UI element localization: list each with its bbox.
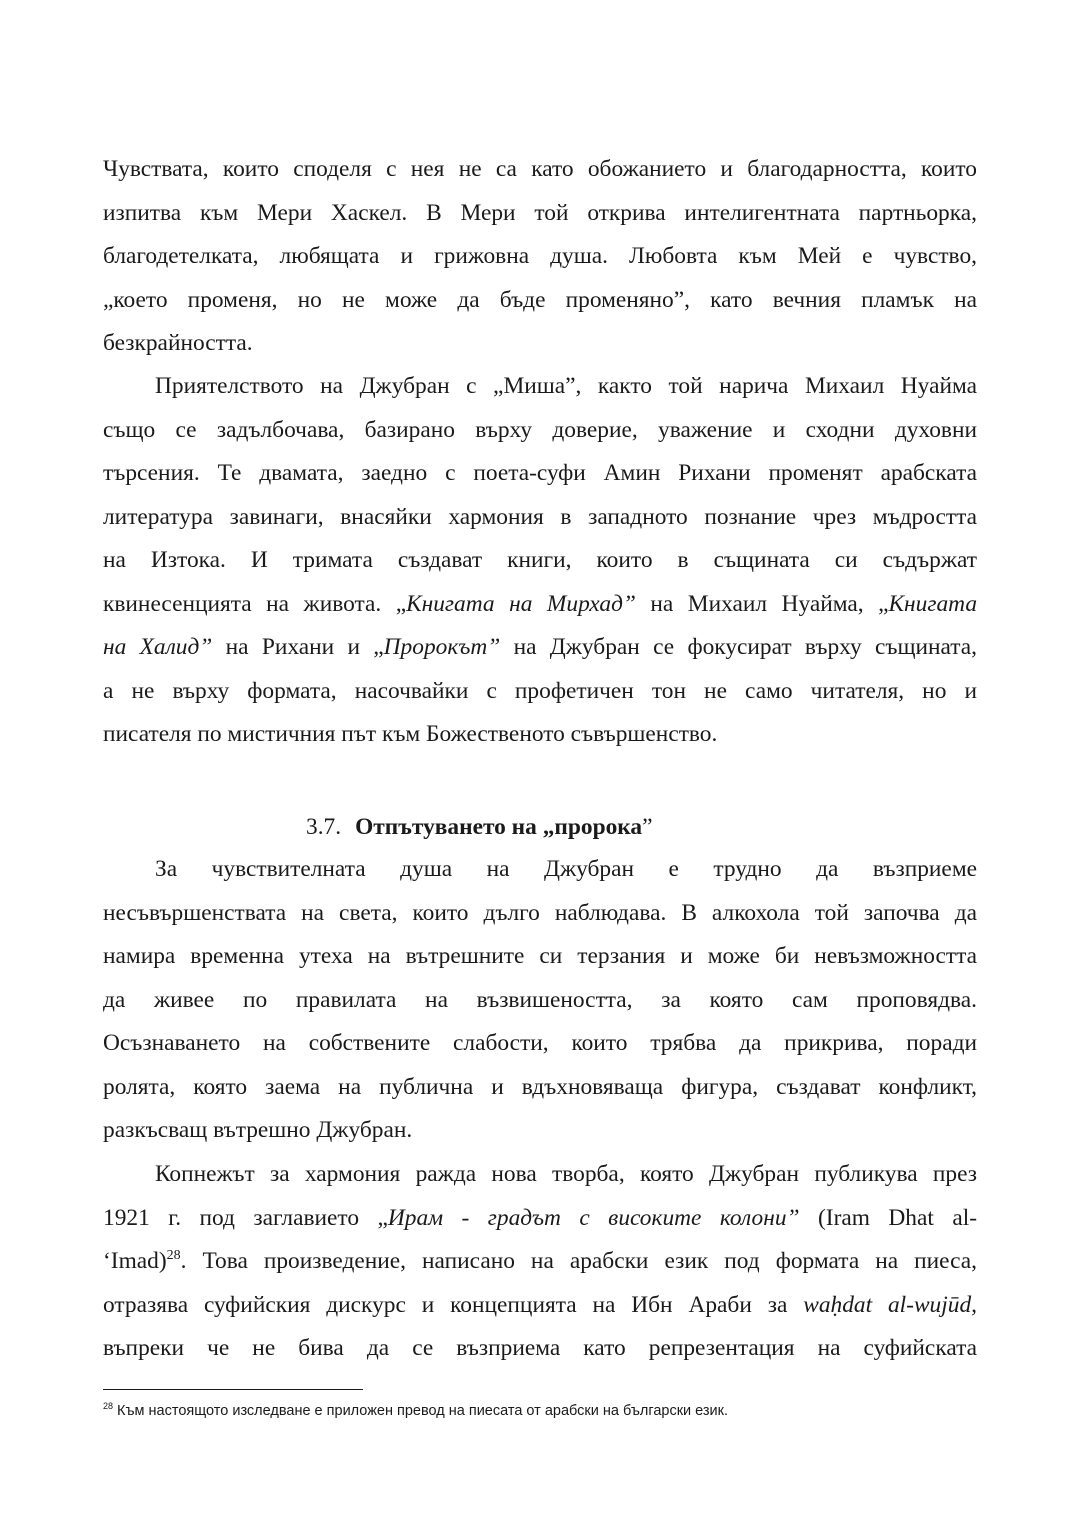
text-line: а не върху формата, насочвайки с профетичен тон не само читателя, но и — [103, 677, 977, 704]
text-line: също се задълбочава, базирано върху доверие, уважение и сходни духовни — [103, 416, 977, 443]
text-line: „което променя, но не може да бъде променяно”, като вечния пламък на — [103, 286, 977, 313]
text-line: търсения. Те двамата, заедно с поета-суфи Амин Рихани променят арабската — [103, 460, 977, 486]
text-run: ‘Imad) — [103, 1248, 167, 1274]
text-line: да живее по правилата на възвишеността, за която сам проповядва. — [103, 986, 977, 1013]
text-line: За чувствителната душа на Джубран е трудно да възприеме — [155, 856, 977, 882]
footnote-separator — [103, 1389, 363, 1390]
play-title: Ирам - градът с високите колони” — [387, 1204, 800, 1231]
text-line: на Изтока. И тримата създават книги, които в същината си съдържат — [103, 547, 977, 573]
footnote-reference[interactable]: 28 — [166, 1248, 181, 1264]
book-title-prophet: Пророкът” — [383, 634, 501, 660]
text-line: ролята, която заема на публична и вдъхновяваща фигура, създават конфликт, — [103, 1073, 977, 1100]
text-run: на Рихани и „ — [212, 634, 384, 660]
arabic-term: waḥdat al-wujūd, — [803, 1291, 977, 1318]
text-line: намира временна утеха на вътрешните си терзания и може би невъзможността — [103, 943, 977, 969]
paragraph-2 — [103, 365, 977, 757]
text-run: (Iram Dhat al- — [799, 1204, 977, 1231]
text-line: Осъзнаването на собствените слабости, които трябва да прикрива, поради — [103, 1030, 977, 1056]
text-line — [103, 1197, 977, 1241]
paragraph-4 — [103, 1153, 977, 1371]
footnote-text: Към настоящото изследване е приложен превод на пиесата от арабски на български език. — [113, 1403, 729, 1419]
text-run: на Джубран се фокусират върху същината, — [500, 634, 977, 660]
text-line: литература завинаги, внасяйки хармония в западното познание чрез мъдростта — [103, 503, 977, 530]
footnote — [103, 1401, 977, 1421]
text-line: Чувствата, които споделя с нея не са като обожанието и благодарността, които — [103, 156, 977, 182]
text-run: отразява суфийския дискурс и концепцията на Ибн Араби за — [103, 1291, 804, 1318]
section-title: Отпътуването на „пророка — [355, 814, 643, 840]
text-line — [103, 1240, 977, 1284]
text-line: разкъсващ вътрешно Джубран. — [103, 1117, 413, 1143]
book-title-halid-start: Книгата — [888, 590, 977, 617]
text-run: на Михаил Нуайма, „ — [635, 590, 889, 617]
book-title-mirhad: Книгата на Мирхад” — [406, 590, 636, 617]
text-run: квинесенцията на живота. „ — [103, 590, 407, 617]
text-line: Приятелството на Джубран с „Миша”, както той нарича Михаил Нуайма — [155, 373, 977, 399]
section-title-quote: ” — [642, 814, 653, 840]
text-line: изпитва към Мери Хаскел. В Мери той открива интелигентната партньорка, — [103, 199, 977, 226]
text-line: несъвършенствата на света, които дълго наблюдава. В алкохола той започва да — [103, 899, 977, 926]
text-line: Копнежът за хармония ражда нова творба, която Джубран публикува през — [155, 1161, 977, 1187]
text-line — [103, 626, 977, 670]
section-number: 3.7. — [306, 814, 342, 840]
text-line — [103, 1284, 977, 1328]
text-line: въпреки че не бива да се възприема като репрезентация на суфийската — [103, 1335, 977, 1361]
text-line — [103, 583, 977, 627]
text-line: благодетелката, любящата и грижовна душа. Любовта към Мей е чувство, — [103, 243, 977, 269]
paragraph-3 — [103, 848, 977, 1153]
paragraph-1 — [103, 148, 977, 366]
text-line: безкрайността. — [103, 330, 253, 356]
section-heading — [306, 806, 906, 850]
book-title-halid-end: на Халид” — [103, 634, 213, 660]
footnote-marker: 28 — [103, 1401, 114, 1412]
text-line: писателя по мистичния път към Божественото съвършенство. — [103, 721, 718, 747]
text-run: . Това произведение, написано на арабски език под формата на пиеса, — [180, 1248, 977, 1274]
text-run: 1921 г. под заглавието „ — [103, 1204, 388, 1231]
